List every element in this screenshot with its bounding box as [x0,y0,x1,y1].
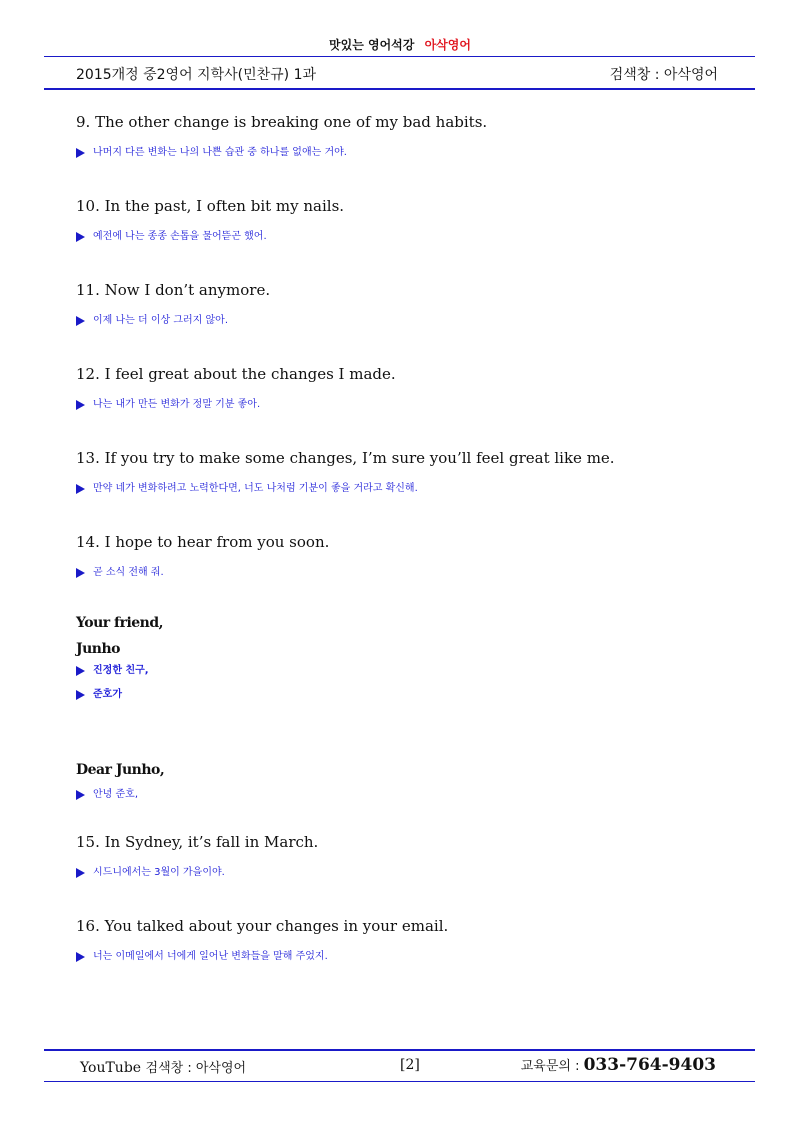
header-top-rule [44,56,755,57]
korean-translation [76,788,756,802]
arrow-icon [76,666,85,676]
korean-translation [76,482,756,496]
sentence-item [76,832,756,916]
brand-name: 아삭영어 [424,38,471,52]
english-sentence: 15. In Sydney, it’s fall in March. [76,833,319,851]
korean-translation [76,314,756,328]
english-sentence: 16. You talked about your changes in your email. [76,917,449,935]
korean-translation [76,230,756,244]
arrow-icon [76,232,85,242]
korean-text: 나머지 다른 변화는 나의 나쁜 습관 중 하나를 없애는 거야. [93,147,347,158]
arrow-icon [76,568,85,578]
arrow-icon [76,690,85,700]
footer-bottom-rule [44,1081,755,1082]
arrow-icon [76,148,85,158]
korean-text: 시드니에서는 3월이 가을이야. [93,867,225,878]
arrow-icon [76,400,85,410]
sentence-item [76,364,756,448]
arrow-icon [76,316,85,326]
header-bottom-rule [44,88,755,90]
footer-search-hint: 검색창 : 아삭영어 [145,1061,247,1076]
korean-text: 진정한 친구, [93,665,149,676]
arrow-icon [76,484,85,494]
sentence-group [76,832,756,1000]
signoff-block [76,610,756,702]
english-sentence: 10. In the past, I often bit my nails. [76,197,345,215]
korean-translation [76,866,756,880]
korean-translation [76,398,756,412]
korean-translation [76,664,756,678]
main-content [76,112,756,1000]
sentence-item [76,448,756,532]
page-number: [2] [400,1057,420,1073]
english-sentence: 12. I feel great about the changes I made. [76,365,396,383]
header-title: 2015개정 중2영어 지학사(민찬규) 1과 [76,67,317,83]
footer-contact [521,1055,716,1075]
korean-text: 만약 네가 변화하려고 노력한다면, 너도 나처럼 기분이 좋을 거라고 확신해. [93,483,418,494]
korean-text: 예전에 나는 종종 손톱을 물어뜯곤 했어. [93,231,267,242]
korean-translation [76,566,756,580]
signoff-name: Junho [76,641,120,657]
brand-prefix: 맛있는 영어석강 [329,38,415,52]
sentence-item [76,196,756,280]
korean-text: 안녕 준호, [93,789,138,800]
signoff-line: Your friend, [76,615,164,631]
english-sentence: 14. I hope to hear from you soon. [76,533,330,551]
arrow-icon [76,952,85,962]
korean-translation [76,688,756,702]
korean-text: 이제 나는 더 이상 그러지 않아. [93,315,228,326]
greeting-block [76,760,756,802]
contact-label: 교육문의 : [520,1059,580,1074]
korean-text: 나는 내가 만든 변화가 정말 기분 좋아. [93,399,261,410]
greeting-line: Dear Junho, [76,762,165,778]
sentence-item [76,532,756,580]
arrow-icon [76,868,85,878]
korean-translation [76,950,756,964]
sentence-item [76,280,756,364]
korean-text: 곧 소식 전해 줘. [93,567,164,578]
korean-text: 준호가 [93,689,122,700]
english-sentence: 13. If you try to make some changes, I’m sure you’ll feel great like me. [76,449,615,467]
phone-number: 033-764-9403 [583,1055,716,1075]
header-search-hint: 검색창 : 아삭영어 [609,67,718,83]
brand-banner [0,36,800,53]
sentence-item [76,112,756,196]
footer-top-rule [44,1049,755,1051]
english-sentence: 11. Now I don’t anymore. [76,281,271,299]
korean-translation [76,146,756,160]
youtube-label: YouTube [80,1060,142,1076]
arrow-icon [76,790,85,800]
korean-text: 너는 이메일에서 너에게 일어난 변화들을 말해 주었지. [93,951,328,962]
sentence-item [76,916,756,1000]
footer-youtube [80,1057,246,1076]
english-sentence: 9. The other change is breaking one of my bad habits. [76,113,488,131]
